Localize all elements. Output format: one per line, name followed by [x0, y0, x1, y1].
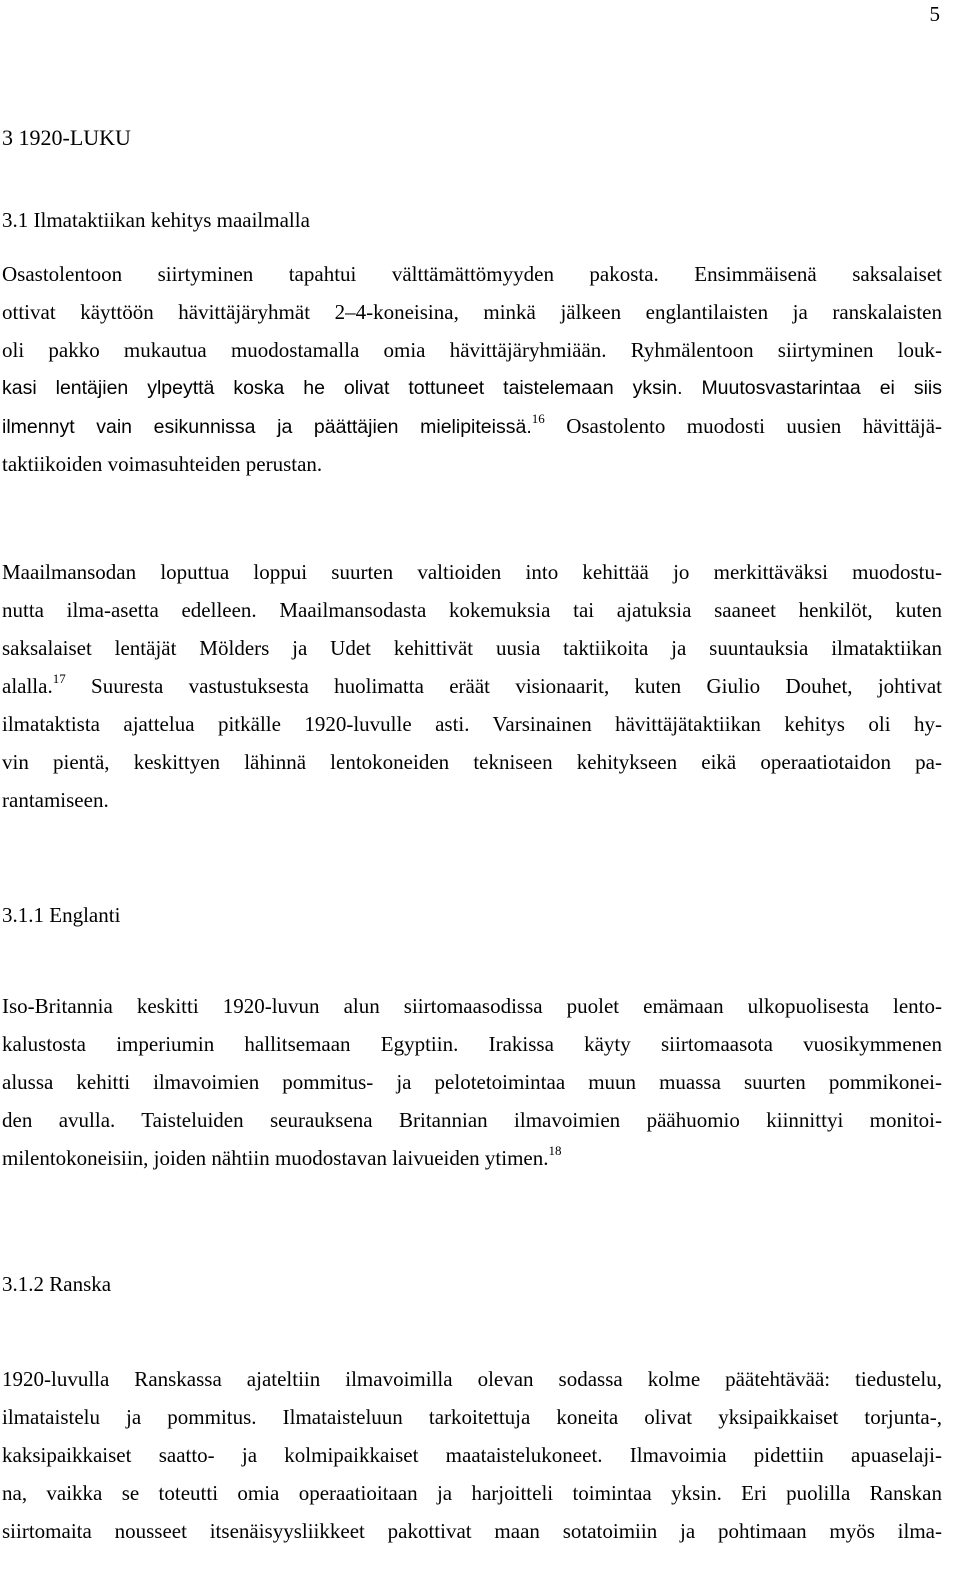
- paragraph-line: siirtomaita nousseet itsenäisyysliikkeet pakottivat maan sotatoimiin ja pohtimaan myös ilma-: [2, 1519, 942, 1543]
- paragraph-line-text: milentokoneisiin, joiden nähtiin muodostavan laivueiden ytimen.: [2, 1146, 549, 1170]
- paragraph-line: 1920-luvulla Ranskassa ajateltiin ilmavoimilla olevan sodassa kolme päätehtävää: tiedustelu,: [2, 1367, 942, 1391]
- paragraph-line: Iso-Britannia keskitti 1920-luvun alun siirtomaasodissa puolet emämaan ulkopuolisesta lento-: [2, 994, 942, 1018]
- page-number: 5: [929, 2, 940, 26]
- paragraph-line: kasi lentäjien ylpeyttä koska he olivat tottuneet taistelemaan yksin. Muutosvastarintaa ei siis: [2, 377, 942, 399]
- subsection-heading-england: 3.1.1 Englanti: [2, 903, 121, 927]
- paragraph-line: saksalaiset lentäjät Mölders ja Udet kehittivät uusia taktiikoita ja suuntauksia ilmataktiikan: [2, 636, 942, 660]
- section-heading: 3.1 Ilmataktiikan kehitys maailmalla: [2, 208, 310, 232]
- paragraph-line: Maailmansodan loputtua loppui suurten valtioiden into kehittää jo merkittäväksi muodostu-: [2, 560, 942, 584]
- paragraph-line: [2, 407, 942, 445]
- paragraph-line: Osastolentoon siirtyminen tapahtui välttämättömyyden pakosta. Ensimmäisenä saksalaiset: [2, 262, 942, 286]
- paragraph-1: [2, 255, 942, 483]
- paragraph-2: [2, 553, 942, 819]
- paragraph-line: ottivat käyttöön hävittäjäryhmät 2–4-koneisina, minkä jälkeen englantilaisten ja ranskalaisten: [2, 300, 942, 324]
- paragraph-line: kalustosta imperiumin hallitsemaan Egyptiin. Irakissa käyty siirtomaasota vuosikymmenen: [2, 1032, 942, 1056]
- footnote-ref-16[interactable]: 16: [531, 411, 545, 426]
- paragraph-3: [2, 987, 942, 1177]
- paragraph-line: kaksipaikkaiset saatto- ja kolmipaikkaiset maataistelukoneet. Ilmavoimia pidettiin apuaselaji-: [2, 1443, 942, 1467]
- paragraph-line: ilmataktista ajattelua pitkälle 1920-luvulle asti. Varsinainen hävittäjätaktiikan kehitys oli hy-: [2, 712, 942, 736]
- paragraph-line: [2, 1139, 942, 1177]
- paragraph-line: na, vaikka se toteutti omia operaatioitaan ja harjoitteli toimintaa yksin. Eri puolilla Ranskan: [2, 1481, 942, 1505]
- paragraph-line-text: Suuresta vastustuksesta huolimatta eräät visionaarit, kuten Giulio Douhet, johtivat: [65, 674, 942, 698]
- paragraph-line-text: ilmennyt vain esikunnissa ja päättäjien mielipiteissä.: [2, 416, 532, 438]
- paragraph-line: oli pakko mukautua muodostamalla omia hävittäjäryhmiään. Ryhmälentoon siirtyminen louk-: [2, 338, 942, 362]
- paragraph-line: [2, 667, 942, 705]
- footnote-ref-18[interactable]: 18: [548, 1143, 562, 1158]
- subsection-heading-france: 3.1.2 Ranska: [2, 1272, 112, 1296]
- paragraph-4: [2, 1360, 942, 1550]
- chapter-heading: 3 1920-LUKU: [2, 125, 131, 150]
- paragraph-line: ilmataistelu ja pommitus. Ilmataisteluun tarkoitettuja koneita olivat yksipaikkaiset torjunta-,: [2, 1405, 942, 1429]
- paragraph-line: vin pientä, keskittyen lähinnä lentokoneiden tekniseen kehitykseen eikä operaatiotaidon pa-: [2, 750, 942, 774]
- paragraph-line: alussa kehitti ilmavoimien pommitus- ja pelotetoimintaa muun muassa suurten pommikonei-: [2, 1070, 942, 1094]
- paragraph-line-text: Osastolento muodosti uusien hävittäjä-: [544, 414, 943, 438]
- paragraph-line-text: alalla.: [2, 674, 53, 698]
- paragraph-line: taktiikoiden voimasuhteiden perustan.: [2, 452, 323, 476]
- paragraph-line: nutta ilma-asetta edelleen. Maailmansodasta kokemuksia tai ajatuksia saaneet henkilöt, kuten: [2, 598, 942, 622]
- footnote-ref-17[interactable]: 17: [52, 671, 66, 686]
- paragraph-line: rantamiseen.: [2, 788, 109, 812]
- paragraph-line: den avulla. Taisteluiden seurauksena Britannian ilmavoimien päähuomio kiinnittyi monitoi-: [2, 1108, 942, 1132]
